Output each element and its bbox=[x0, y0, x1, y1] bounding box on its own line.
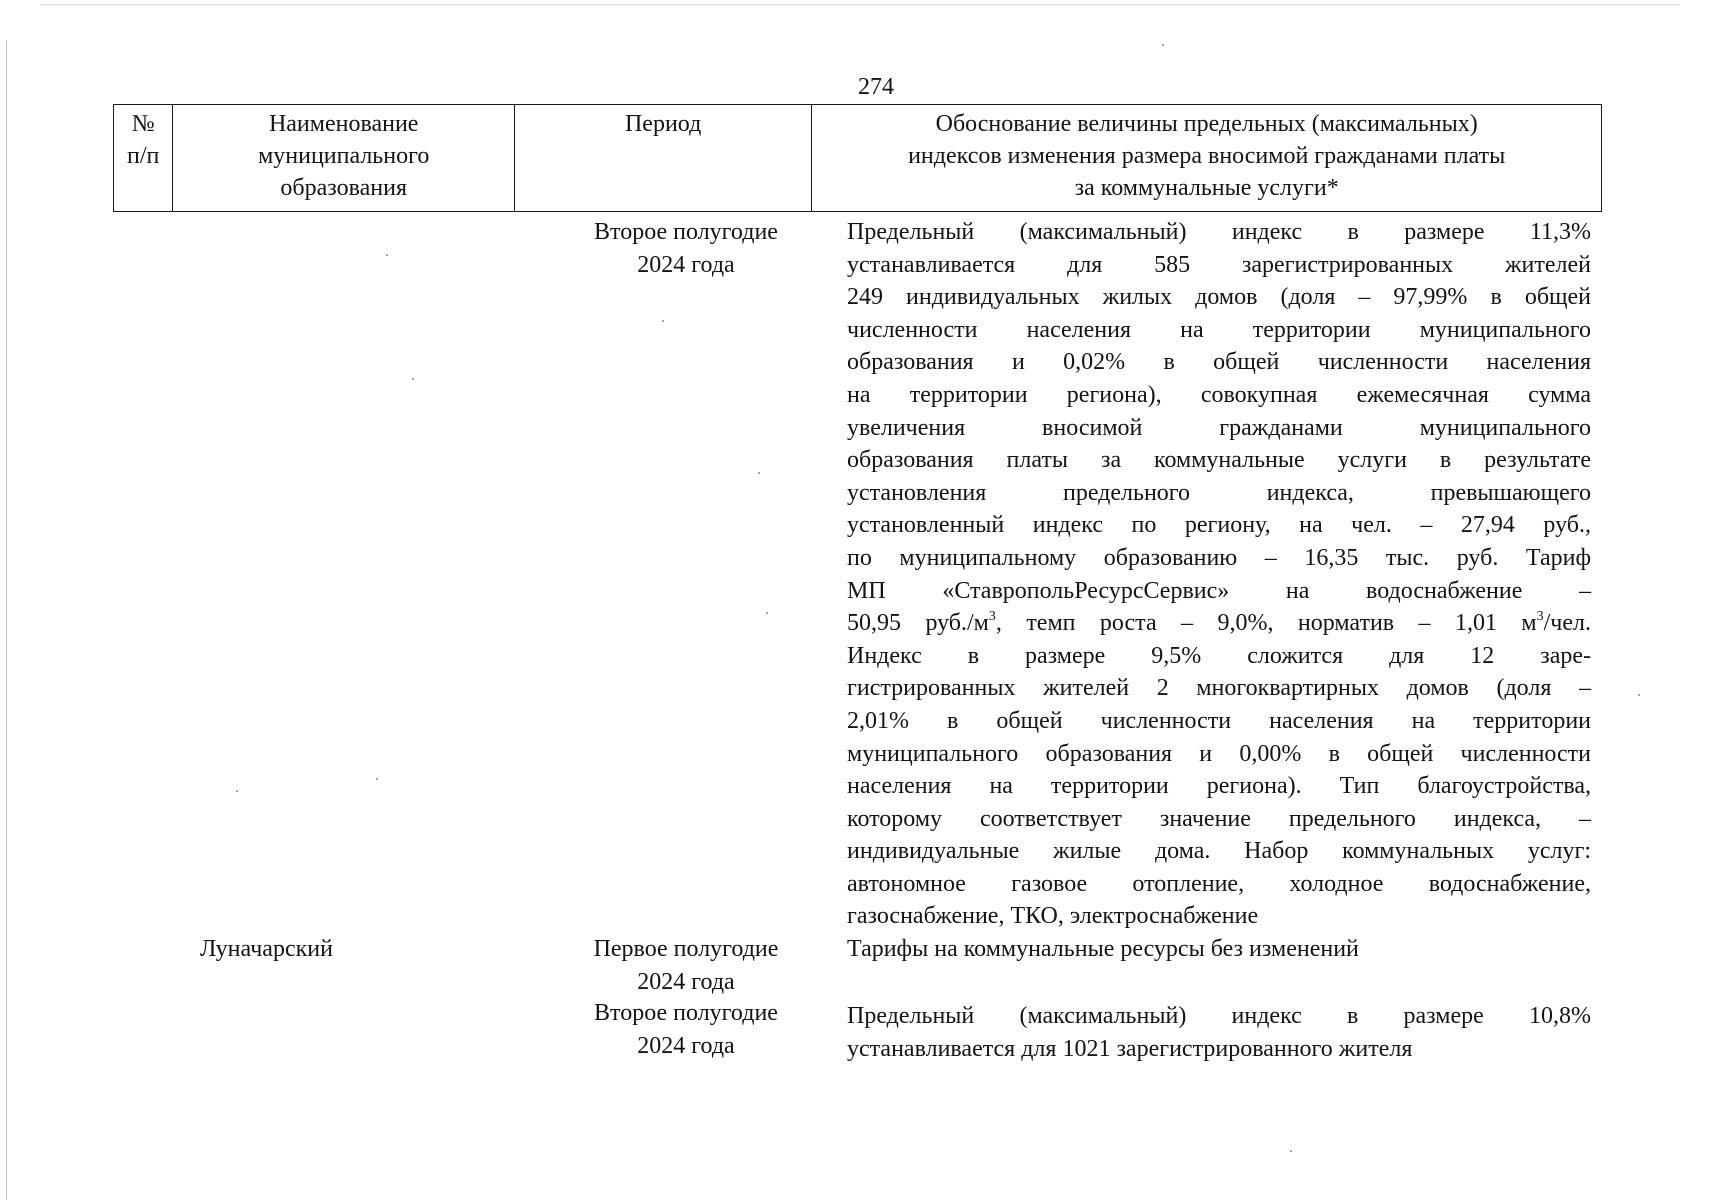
basis-line: установленный индекс по региону, на чел. – 27,94 руб., bbox=[847, 512, 1591, 539]
page-edge-left bbox=[6, 40, 7, 1200]
table-header bbox=[113, 104, 1602, 212]
basis-line: Индекс в размере 9,5% сложится для 12 заре- bbox=[847, 642, 1591, 669]
basis-line: по муниципальному образованию – 16,35 тыс. руб. Тариф bbox=[847, 544, 1591, 571]
row-2-basis bbox=[847, 933, 1591, 966]
basis-line: 50,95 $руб./м^3$, темп роста – 9,0%, норматив – 1,01 $м^3$/чел. bbox=[847, 609, 1591, 637]
page-number: 274 bbox=[858, 74, 894, 100]
basis-line: установления предельного индекса, превышающего bbox=[847, 479, 1591, 506]
basis-line: образования и 0,02% в общей численности населения bbox=[847, 349, 1591, 376]
header-line: Наименование bbox=[268, 111, 419, 137]
scan-speck bbox=[376, 778, 378, 780]
basis-line: увеличения вносимой гражданами муниципального bbox=[847, 414, 1591, 441]
scan-speck bbox=[662, 320, 664, 322]
scan-speck bbox=[1162, 44, 1164, 46]
scan-speck bbox=[1290, 1150, 1292, 1152]
row-3-period bbox=[536, 997, 836, 1062]
row-2-municipality: Луначарский bbox=[200, 936, 333, 962]
period-line: Второе полугодие bbox=[594, 219, 778, 245]
basis-line: численности населения на территории муниципального bbox=[847, 316, 1591, 343]
basis-line: Тарифы на коммунальные ресурсы без изменений bbox=[847, 936, 1359, 962]
row-2-period bbox=[536, 933, 836, 998]
row-3-basis bbox=[847, 1000, 1591, 1065]
period-line: 2024 года bbox=[637, 1032, 735, 1059]
basis-line: устанавливается для 585 зарегистрированных жителей bbox=[847, 251, 1591, 278]
basis-line: населения на территории региона). Тип благоустройства, bbox=[847, 773, 1591, 800]
period-line: 2024 года bbox=[637, 251, 735, 278]
header-line: Обоснование величины предельных (максимальных) bbox=[935, 111, 1478, 137]
scan-speck bbox=[766, 612, 768, 614]
table-header-row bbox=[114, 105, 1602, 212]
basis-line: на территории региона), совокупная ежемесячная сумма bbox=[847, 381, 1591, 408]
basis-line: автономное газовое отопление, холодное водоснабжение, bbox=[847, 870, 1591, 897]
header-line: индексов изменения размера вносимой гражданами платы bbox=[908, 143, 1506, 169]
basis-line: муниципального образования и 0,00% в общей численности bbox=[847, 740, 1591, 767]
header-line: Период bbox=[624, 111, 702, 137]
scan-speck bbox=[412, 378, 414, 380]
basis-line: Предельный (максимальный) индекс в размере 11,3% bbox=[847, 219, 1591, 245]
scan-speck bbox=[758, 472, 760, 474]
header-line: муниципального bbox=[258, 143, 430, 169]
period-line: Второе полугодие bbox=[594, 1000, 778, 1026]
page-edge-top bbox=[40, 4, 1680, 5]
basis-line: гистрированных жителей 2 многоквартирных домов (доля – bbox=[847, 675, 1591, 702]
basis-line: 249 индивидуальных жилых домов (доля – 97,99% в общей bbox=[847, 284, 1591, 311]
scan-speck bbox=[386, 254, 388, 256]
row-1-basis bbox=[847, 216, 1591, 933]
header-line: образования bbox=[280, 175, 408, 201]
basis-line: индивидуальные жилые дома. Набор коммунальных услуг: bbox=[847, 838, 1591, 865]
header-line: № bbox=[131, 111, 155, 137]
basis-line: МП «СтавропольРесурсСервис» на водоснабжение – bbox=[847, 577, 1591, 604]
basis-line: 2,01% в общей численности населения на территории bbox=[847, 707, 1591, 734]
header-cell-period bbox=[514, 105, 811, 212]
basis-line: Предельный (максимальный) индекс в размере 10,8% bbox=[847, 1003, 1591, 1029]
period-line: 2024 года bbox=[637, 968, 735, 995]
header-line: п/п bbox=[127, 143, 160, 169]
header-line: за коммунальные услуги* bbox=[1074, 175, 1339, 201]
basis-line: газоснабжение, ТКО, электроснабжение bbox=[847, 903, 1259, 930]
basis-line: устанавливается для 1021 зарегистрированного жителя bbox=[847, 1035, 1413, 1062]
scan-speck bbox=[1638, 694, 1640, 696]
row-1-period bbox=[536, 216, 836, 281]
header-cell-number bbox=[114, 105, 173, 212]
header-cell-basis bbox=[812, 105, 1602, 212]
period-line: Первое полугодие bbox=[593, 936, 779, 962]
scan-speck bbox=[236, 790, 238, 792]
basis-line: которому соответствует значение предельного индекса, – bbox=[847, 805, 1591, 832]
header-cell-municipality bbox=[173, 105, 514, 212]
basis-line: образования платы за коммунальные услуги в результате bbox=[847, 447, 1591, 474]
